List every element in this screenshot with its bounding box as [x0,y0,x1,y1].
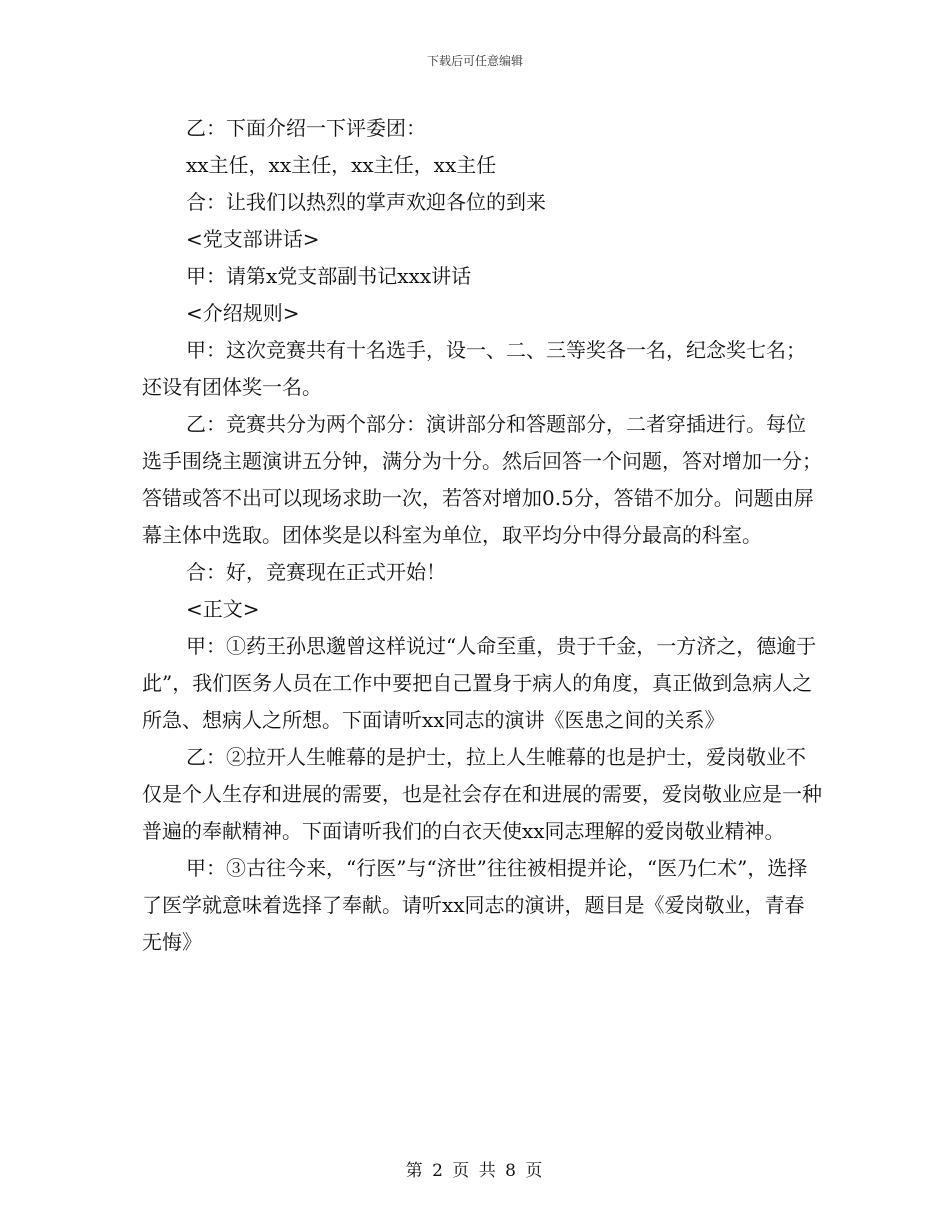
paragraph-judges-list: xx主任，xx主任，xx主任，xx主任 [186,153,497,177]
paragraph-speech-1: 甲：①药王孙思邈曾这样说过“人命至重，贵于千金，一方济之，德逾于此”，我们医务人员在工作中要把自己置身于病人的角度，真正做到急病人之所急、想病人之所想。下面请听xx同志的演讲《医患之间的关系》 [142,634,817,732]
paragraph-speech-3: 甲：③古往今来，“行医”与“济世”往往被相提并论，“医乃仁术”，选择了医学就意味着选择了奉献。请听xx同志的演讲，题目是《爱岗敬业，青春无悔》 [142,856,808,954]
paragraph-judges-intro: 乙：下面介绍一下评委团： [186,116,426,140]
paragraph-rules: 乙：竞赛共分为两个部分：演讲部分和答题部分，二者穿插进行。每位选手围绕主题演讲五分钟，满分为十分。然后回答一个问题，答对增加一分；答错或答不出可以现场求助一次，若答对增加0.5分，答错不加分。问题由屏幕主体中选取。团体奖是以科室为单位，取平均分中得分最高的科室。 [142,412,822,547]
paragraph-start: 合：好，竞赛现在正式开始！ [186,560,446,584]
document-body [142,110,822,961]
paragraph-party-speech: 甲：请第x党支部副书记xxx讲话 [186,264,472,288]
paragraph-welcome: 合：让我们以热烈的掌声欢迎各位的到来 [186,190,546,214]
page-header: 下载后可任意编辑 [426,54,523,68]
section-heading-rules: <介绍规则> [186,301,300,325]
page-footer: 第 2 页 共 8 页 [405,1161,545,1181]
paragraph-speech-2: 乙：②拉开人生帷幕的是护士，拉上人生帷幕的也是护士，爱岗敬业不仅是个人生存和进展的需要，也是社会存在和进展的需要，爱岗敬业应是一种普遍的奉献精神。下面请听我们的白衣天使xx同志理解的爱岗敬业精神。 [142,745,822,843]
section-heading-main: <正文> [186,597,260,621]
paragraph-awards: 甲：这次竞赛共有十名选手，设一、二、三等奖各一名，纪念奖七名；还设有团体奖一名。 [142,338,806,399]
section-heading-party-speech: <党支部讲话> [186,227,320,251]
